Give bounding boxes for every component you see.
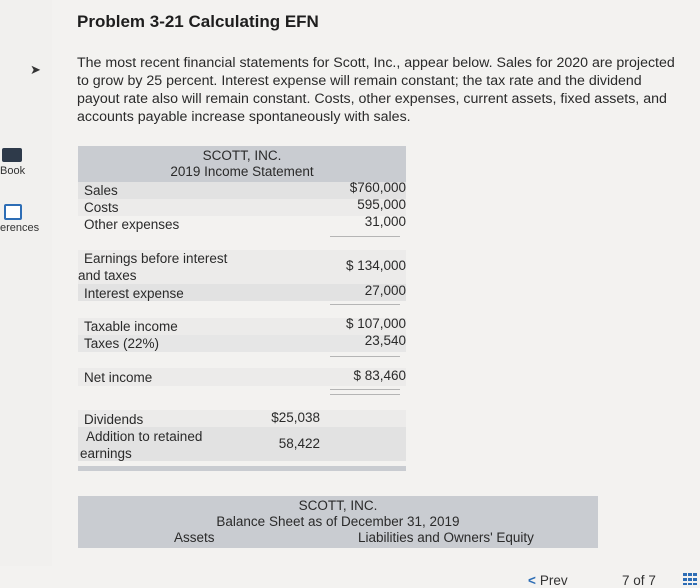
other-expenses-label: Other expenses	[84, 217, 180, 232]
bottom-nav	[0, 566, 700, 587]
page-indicator	[622, 573, 656, 588]
sidebar-book-label[interactable]: Book	[0, 165, 26, 177]
page-current: 7	[622, 573, 630, 588]
cursor-arrow-icon: ➤	[30, 62, 41, 77]
subtotal-rule-2	[330, 304, 400, 305]
sales-value: $760,000	[349, 180, 406, 195]
grid-icon[interactable]	[683, 573, 697, 585]
book-icon[interactable]	[2, 148, 22, 162]
taxable-income-value: $ 107,000	[345, 316, 406, 331]
income-bottom-bar	[78, 466, 406, 471]
page-total: 7	[648, 573, 656, 588]
costs-label: Costs	[84, 200, 119, 215]
prev-label: Prev	[539, 573, 568, 588]
income-subtitle: 2019 Income Statement	[170, 164, 314, 179]
double-rule	[330, 389, 400, 395]
other-expenses-value: 31,000	[364, 214, 406, 229]
page-of: of	[633, 573, 645, 588]
net-income-label: Net income	[84, 370, 153, 385]
balance-subtitle: Balance Sheet as of December 31, 2019	[216, 514, 460, 529]
assets-header: Assets	[174, 530, 215, 545]
sidebar	[0, 0, 52, 587]
taxes-label: Taxes (22%)	[84, 336, 160, 351]
dividends-value: $25,038	[271, 410, 320, 425]
interest-label: Interest expense	[84, 286, 184, 301]
subtotal-rule-3	[330, 356, 400, 357]
references-icon[interactable]	[4, 204, 22, 220]
income-company: SCOTT, INC.	[202, 148, 282, 163]
sidebar-references-label[interactable]: erences	[0, 222, 40, 234]
sales-label: Sales	[84, 183, 118, 198]
taxable-income-label: Taxable income	[84, 319, 178, 334]
subtotal-rule	[330, 236, 400, 237]
net-income-value: $ 83,460	[353, 368, 406, 383]
retained-label-2: earnings	[80, 446, 132, 461]
balance-company: SCOTT, INC.	[298, 498, 378, 513]
income-statement-header	[78, 146, 406, 182]
taxes-value: 23,540	[364, 333, 406, 348]
balance-sheet-header	[78, 496, 598, 548]
problem-title: Problem 3-21 Calculating EFN	[77, 12, 319, 31]
retained-label-1: Addition to retained	[86, 429, 203, 444]
prev-button[interactable]	[528, 573, 568, 588]
chevron-left-icon: <	[528, 573, 536, 588]
retained-value: 58,422	[278, 436, 320, 451]
costs-value: 595,000	[357, 197, 406, 212]
interest-value: 27,000	[364, 283, 406, 298]
ebit-label-2: and taxes	[78, 268, 137, 283]
problem-text: The most recent financial statements for Scott, Inc., appear below. Sales for 2020 are projected to grow by 25 percent. Interest expense will remain constant; the tax rate and the dividend payout rate also will remain constant. Costs, other expenses, current assets, fixed assets, and accounts payable increase spontaneously with sales.	[77, 55, 675, 125]
ebit-value: $ 134,000	[345, 258, 406, 273]
dividends-label: Dividends	[84, 412, 144, 427]
ebit-label-1: Earnings before interest	[84, 251, 228, 266]
liabilities-header: Liabilities and Owners' Equity	[358, 530, 534, 545]
